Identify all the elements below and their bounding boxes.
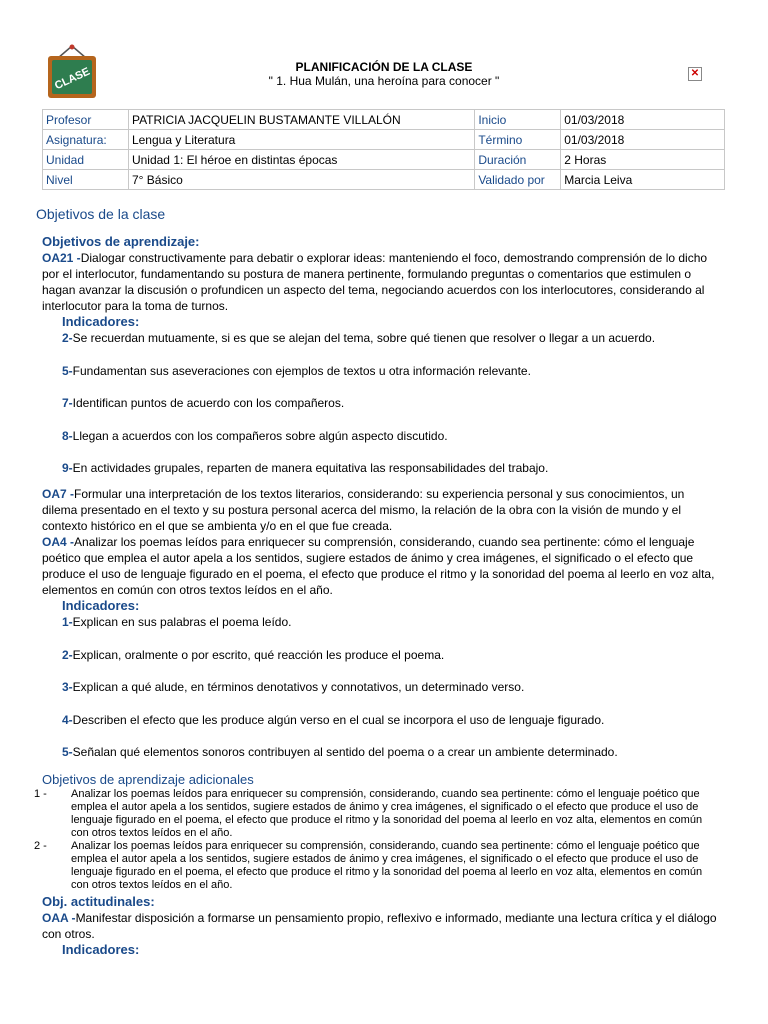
attitudinal-heading: Obj. actitudinales: (42, 894, 155, 909)
info-table (42, 109, 725, 190)
table-row (43, 150, 725, 170)
indicator-item: 8-Llegan a acuerdos con los compañeros sobre algún aspecto discutido. (62, 428, 448, 443)
label-termino: Término (475, 130, 561, 150)
additional-objectives-heading: Objetivos de aprendizaje adicionales (42, 772, 254, 787)
value-profesor: PATRICIA JACQUELIN BUSTAMANTE VILLALÓN (128, 110, 474, 130)
table-row (43, 110, 725, 130)
value-inicio: 01/03/2018 (561, 110, 725, 130)
label-duracion: Duración (475, 150, 561, 170)
indicators-heading: Indicadores: (62, 598, 140, 613)
objective-oa4: OA4 -Analizar los poemas leídos para enriquecer su comprensión, considerando, cuando sea pertinente: cómo el lenguaje poético que emplea el autor apela a los sentidos, sugiere estados de ánimo y crea imágenes, el significado o el efecto que produce el uso de lenguaje figurado en el poema, el efecto que produce el ritmo y la sonoridad del poema al leerlo en voz alta, elementos en común con otros textos leídos en el año. (42, 535, 715, 597)
list-item: 2 - Analizar los poemas leídos para enriquecer su comprensión, considerando, cuando sea pertinente: cómo el lenguaje poético que emplea el autor apela a los sentidos, sugiere estados de ánimo y crea imágenes, el significado o el efecto que produce el uso de lenguaje figurado en el poema, el efecto que produce el ritmo y la sonoridad del poema al leerlo en voz alta, elementos en común con otros textos leídos en el año. (34, 840, 703, 891)
indicator-item: 5-Fundamentan sus aseveraciones con ejemplos de textos u otra información relevante. (62, 363, 531, 378)
label-nivel: Nivel (43, 170, 129, 190)
objective-oa7: OA7 -Formular una interpretación de los textos literarios, considerando: su experiencia personal y sus conocimientos, un dilema presentado en el texto y su postura personal acerca del mismo, la relación de la obra con la visión de mundo y el contexto histórico en el que se ambienta y/o en el que fue creada. (42, 487, 685, 533)
indicator-item: 3-Explican a qué alude, en términos denotativos y connotativos, un determinado verso. (62, 680, 525, 694)
value-validado: Marcia Leiva (561, 170, 725, 190)
objective-oaa: OAA -Manifestar disposición a formarse un pensamiento propio, reflexivo e informado, mediante una lectura crítica y el diálogo con otros. (42, 911, 717, 941)
learning-objectives-heading: Objetivos de aprendizaje: (42, 234, 200, 249)
indicator-item: 4-Describen el efecto que les produce algún verso en el cual se incorpora el uso de lenguaje figurado. (62, 712, 605, 727)
indicator-item: 2-Explican, oralmente o por escrito, qué reacción les produce el poema. (62, 647, 445, 662)
indicator-item: 2-Se recuerdan mutuamente, si es que se alejan del tema, sobre qué tienen que resolver o llegar a un acuerdo. (62, 331, 656, 345)
indicator-item: 7-Identifican puntos de acuerdo con los compañeros. (62, 396, 345, 410)
page-subtitle: " 1. Hua Mulán, una heroína para conocer " (268, 74, 500, 88)
indicator-item: 9-En actividades grupales, reparten de manera equitativa las responsabilidades del trabajo. (62, 461, 549, 475)
list-item: 1 - Analizar los poemas leídos para enriquecer su comprensión, considerando, cuando sea pertinente: cómo el lenguaje poético que emplea el autor apela a los sentidos, sugiere estados de ánimo y crea imágenes, el significado o el efecto que produce el uso de lenguaje figurado en el poema, el efecto que produce el ritmo y la sonoridad del poema al leerlo en voz alta, elementos en común con otros textos leídos en el año. (34, 788, 703, 839)
label-validado: Validado por (475, 170, 561, 190)
value-unidad: Unidad 1: El héroe en distintas épocas (128, 150, 474, 170)
indicators-heading: Indicadores: (62, 942, 140, 957)
close-icon[interactable]: ✕ (688, 67, 702, 81)
page-title: PLANIFICACIÓN DE LA CLASE (295, 60, 473, 74)
label-unidad: Unidad (43, 150, 129, 170)
indicator-item: 1-Explican en sus palabras el poema leído. (62, 615, 292, 629)
value-asignatura: Lengua y Literatura (128, 130, 474, 150)
indicator-item: 5-Señalan qué elementos sonoros contribuyen al sentido del poema o a crear un ambiente determinado. (62, 745, 618, 759)
section-title: Objetivos de la clase (36, 206, 166, 222)
value-duracion: 2 Horas (561, 150, 725, 170)
label-inicio: Inicio (475, 110, 561, 130)
label-asignatura: Asignatura: (43, 130, 129, 150)
label-profesor: Profesor (43, 110, 129, 130)
value-nivel: 7° Básico (128, 170, 474, 190)
value-termino: 01/03/2018 (561, 130, 725, 150)
logo-text: CLASE (52, 65, 92, 93)
objective-oa21: OA21 -Dialogar constructivamente para debatir o explorar ideas: manteniendo el foco, demostrando comprensión de lo dicho por el interlocutor, fundamentando su postura de manera pertinente, formulando preguntas o comentarios que estimulen o hagan avanzar la discusión o profundicen un aspecto del tema, negociando acuerdos con los interlocutores, considerando al interlocutor para la toma de turnos. (42, 251, 708, 313)
objectives-content (34, 234, 722, 958)
indicators-heading: Indicadores: (62, 314, 140, 329)
table-row (43, 130, 725, 150)
table-row (43, 170, 725, 190)
